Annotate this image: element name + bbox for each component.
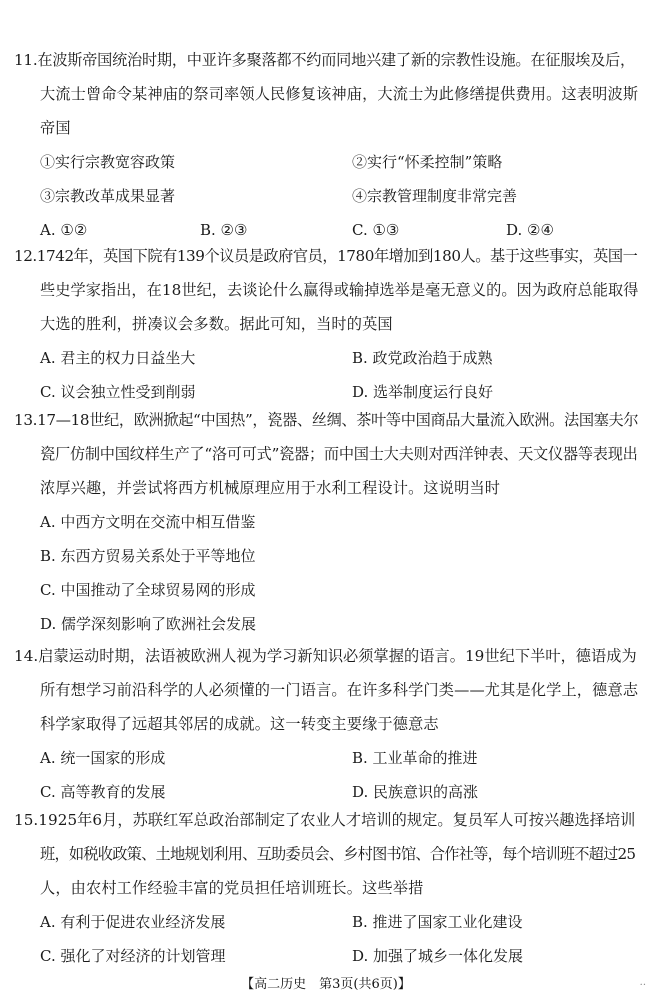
question-11-option-d: D. ②④ (506, 221, 554, 239)
question-12-option-d: D. 选举制度运行良好 (352, 383, 494, 401)
question-12-line-2: 些史学家指出，在18世纪，去谈论什么赢得或输掉选举是毫无意义的。因为政府总能取得 (40, 281, 639, 299)
question-11-option-c: C. ①③ (352, 221, 400, 239)
question-11-line-1: 11.在波斯帝国统治时期，中亚许多聚落都不约而同地兴建了新的宗教性设施。在征服埃及后， (14, 51, 635, 69)
question-11-option-b: B. ②③ (200, 221, 248, 239)
question-12-options-row-1 (14, 347, 638, 381)
question-15-option-b: B. 推进了国家工业化建设 (352, 913, 523, 931)
question-14-option-b: B. 工业革命的推进 (352, 749, 478, 767)
question-13-line-2: 瓷厂仿制中国纹样生产了“洛可可式”瓷器；而中国士大夫则对西洋钟表、天文仪器等表现出 (40, 445, 638, 463)
question-15-line-1: 15.1925年6月，苏联红军总政治部制定了农业人才培训的规定。复员军人可按兴趣选择培训 (14, 811, 636, 829)
question-13-option-row-a (14, 511, 638, 545)
question-15-option-d: D. 加强了城乡一体化发展 (352, 947, 524, 965)
question-13-option-d: D. 儒学深刻影响了欧洲社会发展 (40, 615, 257, 633)
question-15-line-2: 班，如税收政策、土地规划利用、互助委员会、乡村图书馆、合作社等，每个培训班不超过25 (40, 845, 636, 863)
question-11-item-2: ②实行“怀柔控制”策略 (352, 153, 503, 171)
question-13-option-row-d (14, 613, 638, 647)
question-14-option-c: C. 高等教育的发展 (40, 783, 166, 801)
corner-mark: ·· (639, 980, 646, 991)
question-15-line-3: 人，由农村工作经验丰富的党员担任培训班长。这些举措 (40, 879, 424, 897)
question-15 (14, 809, 638, 979)
question-14-line-1: 14.启蒙运动时期，法语被欧洲人视为学习新知识必须掌握的语言。19世纪下半叶，德语成为 (14, 647, 637, 665)
page-footer: 【高二历史 第3页(共6页)】 (241, 977, 411, 992)
question-12-option-b: B. 政党政治趋于成熟 (352, 349, 493, 367)
question-12-line-1: 12.1742年，英国下院有139个议员是政府官员，1780年增加到180人。基于这些事实，英国一 (14, 247, 638, 265)
question-14 (14, 645, 638, 815)
question-15-options-row-2 (14, 945, 638, 979)
question-13-option-row-c (14, 579, 638, 613)
question-11-items-row-2 (14, 185, 638, 219)
question-13-line-3: 浓厚兴趣，并尝试将西方机械原理应用于水利工程设计。这说明当时 (40, 479, 501, 497)
question-15-options-row-1 (14, 911, 638, 945)
question-11-option-a: A. ①② (40, 221, 88, 239)
question-13-option-row-b (14, 545, 638, 579)
question-13 (14, 409, 638, 647)
question-11 (14, 49, 638, 253)
question-15-option-c: C. 强化了对经济的计划管理 (40, 947, 226, 965)
question-14-line-2: 所有想学习前沿科学的人必须懂的一门语言。在许多科学门类——尤其是化学上，德意志 (40, 681, 639, 699)
question-12 (14, 245, 638, 415)
question-11-item-1: ①实行宗教宽容政策 (40, 153, 176, 171)
question-13-line-1: 13.17—18世纪，欧洲掀起“中国热”，瓷器、丝绸、茶叶等中国商品大量流入欧洲。法国塞夫尔 (14, 411, 639, 429)
question-14-line-3: 科学家取得了远超其邻居的成就。这一转变主要缘于德意志 (40, 715, 439, 733)
question-12-option-a: A. 君主的权力日益坐大 (40, 349, 196, 367)
question-12-line-3: 大选的胜利，拼凑议会多数。据此可知，当时的英国 (40, 315, 393, 333)
question-12-option-c: C. 议会独立性受到削弱 (40, 383, 196, 401)
question-14-option-a: A. 统一国家的形成 (40, 749, 166, 767)
question-11-line-2: 大流士曾命令某神庙的祭司率领人民修复该神庙，大流士为此修缮提供费用。这表明波斯 (40, 85, 639, 103)
question-13-option-b: B. 东西方贸易关系处于平等地位 (40, 547, 256, 565)
question-14-option-d: D. 民族意识的高涨 (352, 783, 479, 801)
question-13-option-c: C. 中国推动了全球贸易网的形成 (40, 581, 256, 599)
question-11-items-row-1 (14, 151, 638, 185)
question-11-item-3: ③宗教改革成果显著 (40, 187, 176, 205)
question-14-options-row-1 (14, 747, 638, 781)
question-11-item-4: ④宗教管理制度非常完善 (352, 187, 518, 205)
question-15-option-a: A. 有利于促进农业经济发展 (40, 913, 226, 931)
question-11-line-3: 帝国 (40, 119, 71, 137)
question-13-option-a: A. 中西方文明在交流中相互借鉴 (40, 513, 256, 531)
